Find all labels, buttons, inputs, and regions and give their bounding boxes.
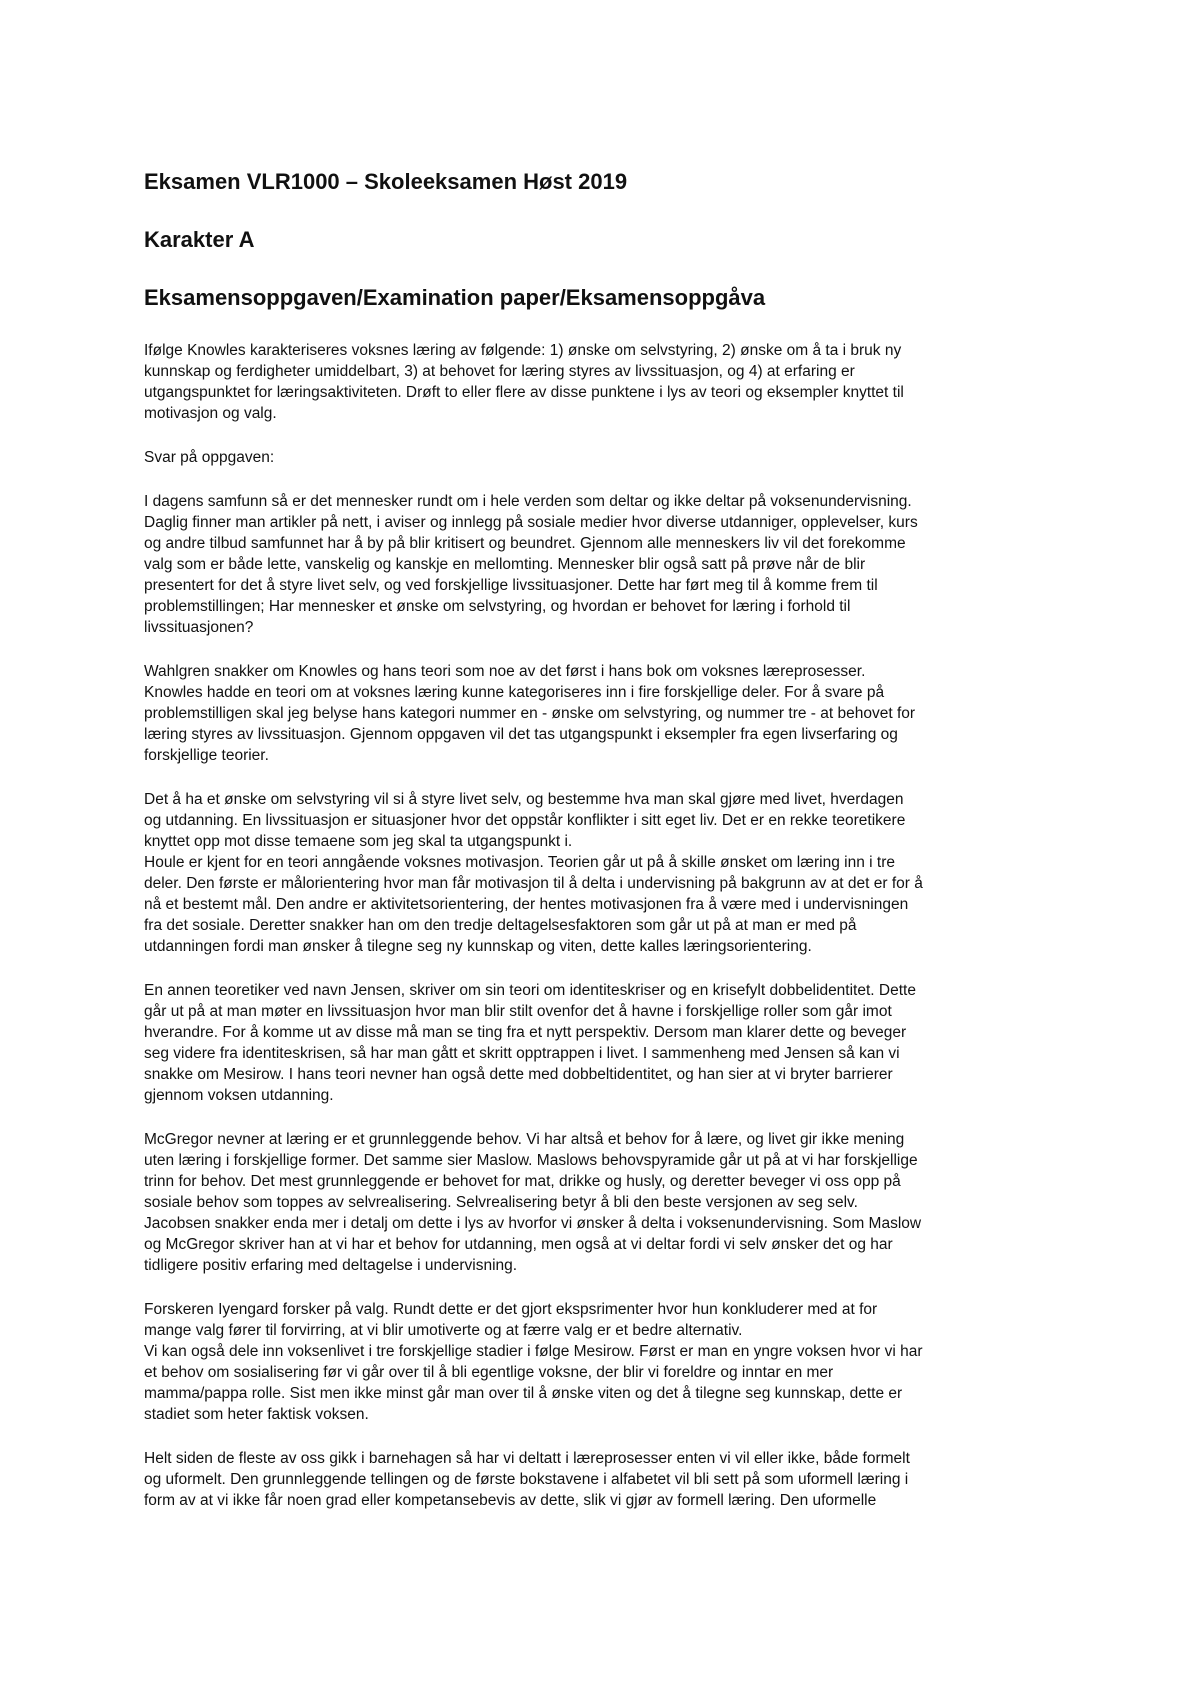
paragraph-line: snakke om Mesirow. I hans teori nevner han også dette med dobbeltidentitet, og han sier at vi bryter barrierer (144, 1066, 893, 1083)
paragraph-line: gjennom voksen utdanning. (144, 1087, 334, 1104)
paragraph-line: Wahlgren snakker om Knowles og hans teori som noe av det først i hans bok om voksnes læreprosesser. (144, 663, 866, 680)
paragraph-line: nå et bestemt mål. Den andre er aktivitetsorientering, der hentes motivasjonen fra å være med i undervisningen (144, 896, 909, 913)
paragraph-line: Houle er kjent for en teori anngående voksnes motivasjon. Teorien går ut på å skille ønsket om læring inn i tre (144, 854, 896, 871)
paragraph-line: tidligere positiv erfaring med deltagelse i undervisning. (144, 1257, 518, 1274)
paragraph-line: knyttet opp mot disse temaene som jeg skal ta utgangspunkt i. (144, 833, 573, 850)
paragraph-line: og andre tilbud samfunnet har å by på blir kritisert og beundret. Gjennom alle menneskers liv vil det forekomme (144, 535, 906, 552)
paragraph-line: hverandre. For å komme ut av disse må man se ting fra et nytt perspektiv. Dersom man klarer dette og beveger (144, 1024, 907, 1041)
paragraph-line: et behov om sosialisering før vi går over til å bli egentlige voksne, der blir vi foreldre og inntar en mer (144, 1364, 834, 1381)
grade-heading: Karakter A (144, 227, 255, 252)
body-paragraph (144, 1129, 1066, 1276)
paragraph-line: problemstillingen; Har mennesker et ønske om selvstyring, og hvordan er behovet for læring i forhold til (144, 598, 851, 615)
paragraph-line: Ifølge Knowles karakteriseres voksnes læring av følgende: 1) ønske om selvstyring, 2) ønske om å ta i bruk ny (144, 342, 902, 359)
paragraph-line: og McGregor skriver han at vi har et behov for utdanning, men også at vi deltar fordi vi selv ønsker det og har (144, 1236, 893, 1253)
paragraph-line: form av at vi ikke får noen grad eller kompetansebevis av dette, slik vi gjør av formell læring. Den uformelle (144, 1492, 877, 1509)
paragraph-line: En annen teoretiker ved navn Jensen, skriver om sin teori om identiteskriser og en krisefylt dobbelidentitet. Dette (144, 982, 916, 999)
body-paragraph (144, 340, 1066, 424)
paragraph-line: McGregor nevner at læring er et grunnleggende behov. Vi har altså et behov for å lære, og livet gir ikke mening (144, 1131, 905, 1148)
paragraph-line: forskjellige teorier. (144, 747, 269, 764)
paragraph-line: I dagens samfunn så er det mennesker rundt om i hele verden som deltar og ikke deltar på voksenundervisning. (144, 493, 912, 510)
paragraph-line: seg videre fra identiteskrisen, så har man gått et skritt opptrappen i livet. I sammenheng med Jensen så kan vi (144, 1045, 900, 1062)
paragraph-line: Det å ha et ønske om selvstyring vil si å styre livet selv, og bestemme hva man skal gjøre med livet, hverdagen (144, 791, 904, 808)
paragraph-line: Knowles hadde en teori om at voksnes læring kunne kategoriseres inn i fire forskjellige deler. For å svare på (144, 684, 885, 701)
paragraph-line: Svar på oppgaven: (144, 449, 275, 466)
body-paragraph (144, 789, 1066, 957)
document-body (144, 168, 1066, 1534)
body-paragraph (144, 1299, 1066, 1425)
paragraph-line: mamma/pappa rolle. Sist men ikke minst går man over til å ønske viten og det å tilegne seg kunnskap, dette er (144, 1385, 903, 1402)
paragraph-line: uten læring i forskjellige former. Det samme sier Maslow. Maslows behovspyramide går ut på at vi har forskjellige (144, 1152, 918, 1169)
paragraph-line: sosiale behov som toppes av selvrealisering. Selvrealisering betyr å bli den beste versjonen av seg selv. (144, 1194, 858, 1211)
page-title: Eksamen VLR1000 – Skoleeksamen Høst 2019 (144, 169, 628, 194)
paragraph-line: mange valg fører til forvirring, at vi blir umotiverte og at færre valg er et bedre alternativ. (144, 1322, 743, 1339)
body-paragraph (144, 661, 1066, 766)
body-paragraph (144, 1448, 1066, 1511)
paragraph-line: Vi kan også dele inn voksenlivet i tre forskjellige stadier i følge Mesirow. Først er man en yngre voksen hvor vi har (144, 1343, 923, 1360)
section-heading: Eksamensoppgaven/Examination paper/Eksamensoppgåva (144, 285, 766, 310)
paragraph-line: Forskeren Iyengard forsker på valg. Rundt dette er det gjort ekspsrimenter hvor hun konkluderer med at for (144, 1301, 878, 1318)
paragraph-line: og uformelt. Den grunnleggende tellingen og de første bokstavene i alfabetet vil bli sett på som uformell læring i (144, 1471, 909, 1488)
paragraph-line: valg som er både lette, vanskelig og kanskje en mellomting. Mennesker blir også satt på prøve når de blir (144, 556, 866, 573)
paragraph-line: går ut på at man møter en livssituasjon hvor man blir stilt ovenfor det å havne i forskjellige roller som går imot (144, 1003, 892, 1020)
paragraph-line: Helt siden de fleste av oss gikk i barnehagen så har vi deltatt i læreprosesser enten vi vil eller ikke, både formelt (144, 1450, 910, 1467)
paragraph-line: deler. Den første er målorientering hvor man får motivasjon til å delta i undervisning på bakgrunn av at det er for å (144, 875, 923, 892)
paragraph-line: livssituasjonen? (144, 619, 254, 636)
paragraph-line: presentert for det å styre livet selv, og ved forskjellige livssituasjoner. Dette har ført meg til å komme frem til (144, 577, 878, 594)
paragraph-line: Jacobsen snakker enda mer i detalj om dette i lys av hvorfor vi ønsker å delta i voksenundervisning. Som Maslow (144, 1215, 922, 1232)
paragraph-line: problemstilligen skal jeg belyse hans kategori nummer en - ønske om selvstyring, og nummer tre - at behovet for (144, 705, 916, 722)
body-paragraph (144, 447, 1066, 468)
paragraph-line: læring styres av livssituasjon. Gjennom oppgaven vil det tas utgangspunkt i eksempler fra egen livserfaring og (144, 726, 898, 743)
paragraph-line: motivasjon og valg. (144, 405, 277, 422)
paragraph-line: stadiet som heter faktisk voksen. (144, 1406, 369, 1423)
paragraph-list (144, 340, 1066, 1511)
paragraph-line: utgangspunktet for læringsaktiviteten. Drøft to eller flere av disse punktene i lys av teori og eksempler knyttet til (144, 384, 904, 401)
paragraph-line: kunnskap og ferdigheter umiddelbart, 3) at behovet for læring styres av livssituasjon, og 4) at erfaring er (144, 363, 855, 380)
paragraph-line: og utdanning. En livssituasjon er situasjoner hvor det oppstår konflikter i sitt eget liv. Det er en rekke teoretikere (144, 812, 906, 829)
body-paragraph (144, 491, 1066, 638)
paragraph-line: fra det sosiale. Deretter snakker han om den tredje deltagelsesfaktoren som går ut på at man er med på (144, 917, 857, 934)
paragraph-line: trinn for behov. Det mest grunnleggende er behovet for mat, drikke og husly, og deretter beveger vi oss opp på (144, 1173, 901, 1190)
paragraph-line: Daglig finner man artikler på nett, i aviser og innlegg på sosiale medier hvor diverse utdanniger, opplevelser, kurs (144, 514, 918, 531)
body-paragraph (144, 980, 1066, 1106)
paragraph-line: utdanningen fordi man ønsker å tilegne seg ny kunnskap og viten, dette kalles læringsorientering. (144, 938, 812, 955)
